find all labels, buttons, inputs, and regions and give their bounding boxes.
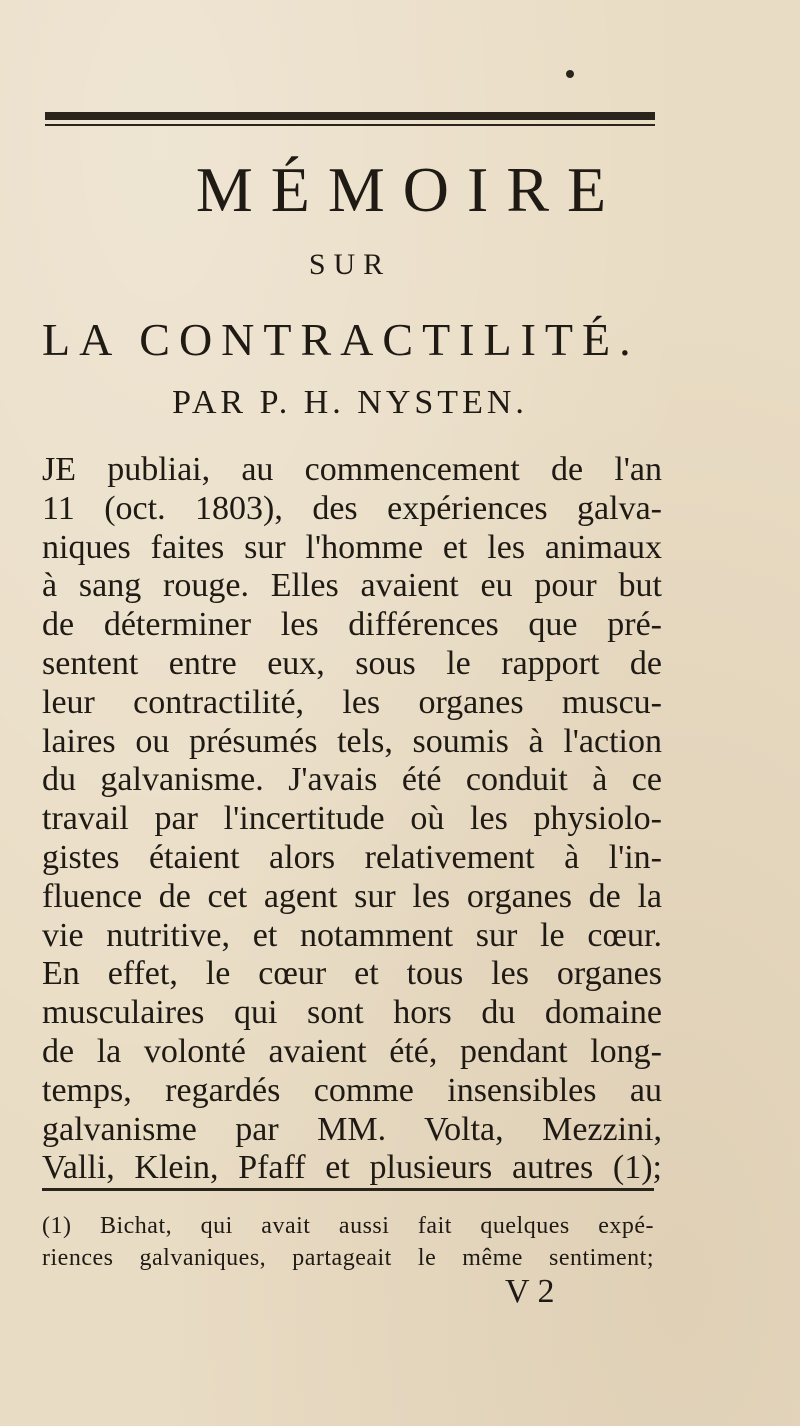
body-line: Valli, Klein, Pfaff et plusieurs autres (1); [42,1149,662,1187]
body-line: vie nutritive, et notamment sur le cœur. [42,916,662,954]
author-line: PAR P. H. NYSTEN. [172,384,528,421]
footnote-line: (1) Bichat, qui avait aussi fait quelques expé- [42,1213,654,1239]
ink-dot [566,70,574,78]
body-paragraph [42,451,662,1188]
body-line: 11 (oct. 1803), des expériences galva- [42,489,662,527]
header-rule-thin [45,124,655,126]
footnote [42,1210,654,1274]
page-title: MÉMOIRE [195,154,625,225]
body-line: temps, regardés comme insensibles au [42,1071,662,1109]
body-line: niques faites sur l'homme et les animaux [42,528,662,566]
body-line: fluence de cet agent sur les organes de la [42,877,662,915]
body-line: travail par l'incertitude où les physiolo- [42,800,662,838]
body-line: laires ou présumés tels, soumis à l'action [42,722,662,760]
body-line: En effet, le cœur et tous les organes [42,955,662,993]
title-subject: LA CONTRACTILITÉ. [42,314,640,365]
body-line: leur contractilité, les organes muscu- [42,683,662,721]
body-line: à sang rouge. Elles avaient eu pour but [42,567,662,605]
signature-mark: V 2 [505,1273,555,1310]
body-line: de déterminer les différences que pré- [42,606,662,644]
body-line: musculaires qui sont hors du domaine [42,994,662,1032]
body-line: de la volonté avaient été, pendant long- [42,1032,662,1070]
footnote-rule [42,1188,654,1191]
body-line: galvanisme par MM. Volta, Mezzini, [42,1110,662,1148]
title-preposition: SUR [308,248,392,281]
header-rule-thick [45,112,655,120]
body-line: gistes étaient alors relativement à l'in- [42,838,662,876]
body-line: JE publiai, au commencement de l'an [42,451,662,488]
body-line: sentent entre eux, sous le rapport de [42,644,662,682]
body-line: du galvanisme. J'avais été conduit à ce [42,761,662,799]
footnote-line: riences galvaniques, partageait le même sentiment; [42,1245,654,1271]
